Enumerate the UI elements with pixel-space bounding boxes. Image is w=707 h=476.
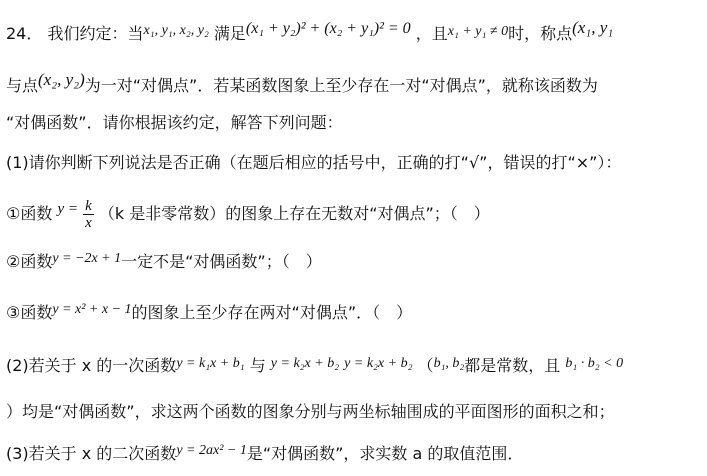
line1-text-2: 满足 xyxy=(213,24,246,43)
statement-3-formula: y = x² + x − 1 xyxy=(52,302,132,317)
problem-number: 24． xyxy=(6,24,43,43)
line1-text-1: 我们约定：当 xyxy=(47,24,144,43)
statement-2-text: 一定不是“对偶函数”；（ ） xyxy=(121,252,322,271)
line2-text-1: 与点 xyxy=(6,76,39,95)
part2-text-3: （ xyxy=(417,356,434,375)
statement-3-label: ③函数 xyxy=(6,303,53,322)
problem-line-3 xyxy=(6,113,343,133)
statement-1-lhs: y = xyxy=(57,201,78,217)
part1-intro-line xyxy=(6,153,621,173)
part2-text-1: (2)若关于 x 的一次函数 xyxy=(6,356,177,375)
point-2: (x₂, y₂) xyxy=(38,70,85,89)
fraction-denominator: x xyxy=(85,215,92,231)
line1-text-4: 时，称点 xyxy=(508,24,573,43)
line2-text-2: 为一对“对偶点”．若某函数图象上至少存在一对“对偶点”，就称该函数为 xyxy=(84,76,598,95)
part2-text-2: 与 xyxy=(249,356,266,375)
point-1: (x₁, y₁ xyxy=(572,18,614,37)
line3-text: “对偶函数”．请你根据该约定，解答下列问题： xyxy=(6,113,343,132)
statement-3 xyxy=(6,303,412,325)
part2-function-3: y = k₂x + b₂ xyxy=(344,356,413,371)
part3-formula: y = 2ax² − 1 xyxy=(176,443,247,458)
inequality-formula: x₁ + y₁ ≠ 0 xyxy=(447,24,509,39)
statement-1-label: ①函数 xyxy=(6,204,53,223)
part2-line-2 xyxy=(6,402,615,422)
problem-line-2 xyxy=(6,70,598,96)
statement-2-label: ②函数 xyxy=(6,252,53,271)
part2-condition: b₁ · b₂ < 0 xyxy=(565,356,624,371)
part2-line-1 xyxy=(6,356,623,378)
part3-text-1: (3)若关于 x 的二次函数 xyxy=(6,444,177,463)
problem-line-1 xyxy=(6,18,614,46)
statement-2 xyxy=(6,252,322,274)
fraction-numerator: k xyxy=(85,198,92,214)
part2-function-2: y = k₂x + b₂ xyxy=(270,356,340,371)
statement-3-text: 的图象上至少存在两对“对偶点”．（ ） xyxy=(131,303,413,322)
part1-intro: (1)请你判断下列说法是否正确（在题后相应的括号中，正确的打“√”，错误的打“×”）： xyxy=(6,153,622,172)
line1-text-3: ，且 xyxy=(415,24,448,43)
condition-formula: (x₁ + y₂)² + (x₂ + y₁)² = 0 xyxy=(245,20,411,37)
statement-1-fraction xyxy=(83,198,94,231)
part3-line xyxy=(6,444,523,466)
part3-text-2: 是“对偶函数”，求实数 a 的取值范围． xyxy=(246,444,524,463)
part2-constants: b₁, b₂ xyxy=(433,356,465,371)
part2-function-1: y = k₁x + b₁ xyxy=(176,356,245,371)
statement-1 xyxy=(6,196,490,233)
statement-1-text: （k 是非零常数）的图象上存在无数对“对偶点”；（ ） xyxy=(98,204,490,223)
statement-2-formula: y = −2x + 1 xyxy=(52,251,122,266)
part2-continuation: ）均是“对偶函数”，求这两个函数的图象分别与两坐标轴围成的平面图形的面积之和； xyxy=(6,402,615,421)
variables: x₁, y₁, x₂, y₂ xyxy=(143,23,209,38)
part2-text-4: 都是常数，且 xyxy=(464,356,561,375)
